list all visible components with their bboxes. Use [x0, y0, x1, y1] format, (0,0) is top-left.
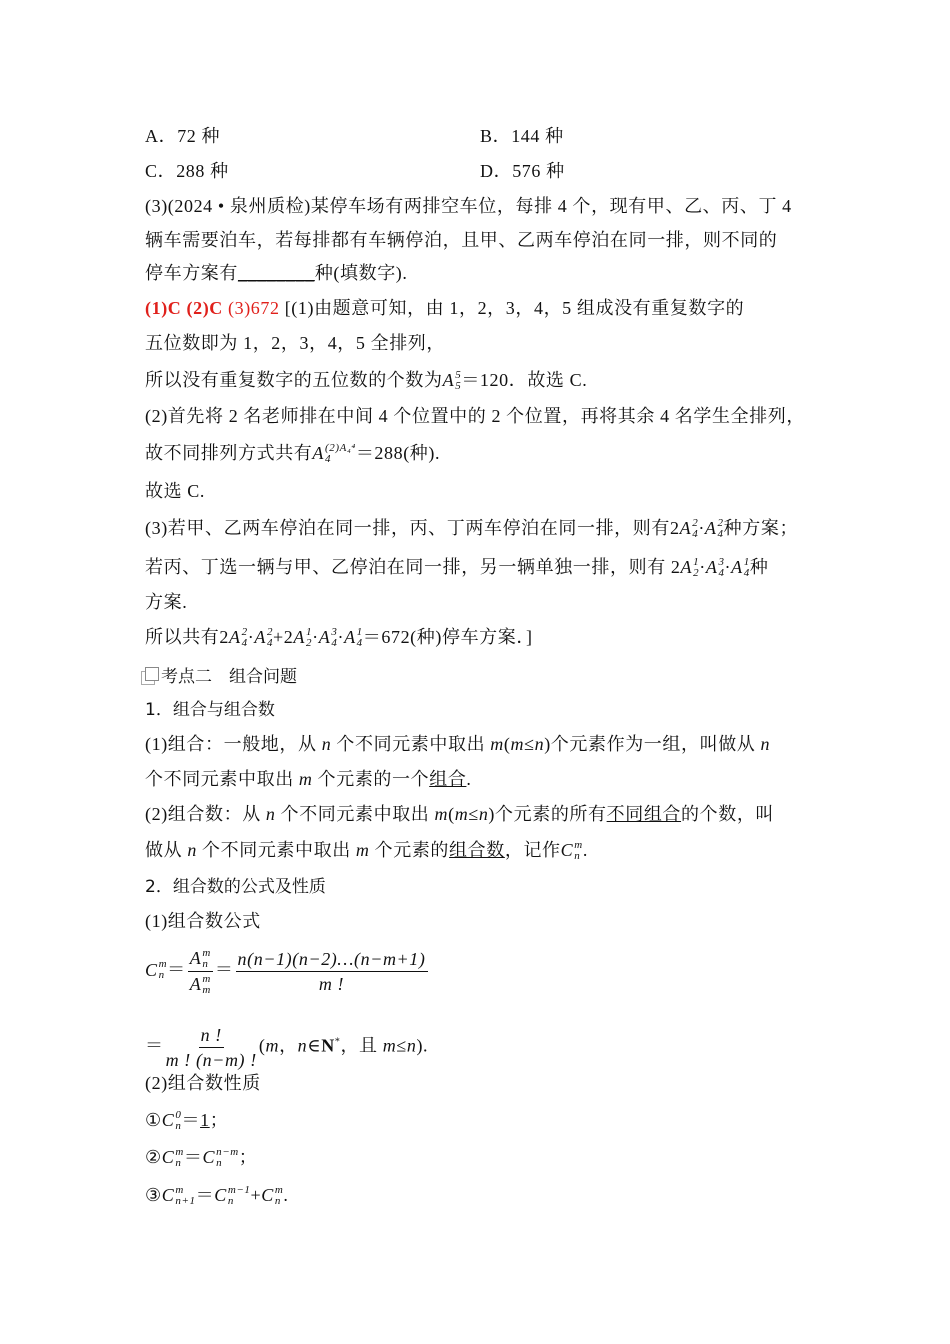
text-run: ( [503, 734, 511, 754]
text-run: 所以共有2 [145, 627, 229, 647]
text-run: 的个数，叫 [681, 804, 775, 824]
math-superscript: m [574, 838, 583, 851]
text-run: 故选 C. [145, 481, 206, 501]
math-base: A [293, 627, 306, 647]
text-run: +2 [273, 627, 294, 647]
math-subscript: n [216, 1156, 223, 1169]
math-variable: m [382, 1035, 397, 1056]
math-base: A [731, 557, 743, 577]
math-scripts [692, 518, 698, 540]
text-line [145, 555, 768, 580]
text-line [145, 228, 777, 252]
math-subscript: 4 [331, 636, 338, 649]
math-superscript: 2 [241, 625, 248, 638]
superscript: * [334, 1036, 341, 1048]
text-line [145, 404, 805, 428]
underlined-term: 1 [200, 1110, 210, 1130]
math-variable: m [298, 769, 313, 789]
math-subscript: 4 [718, 566, 725, 579]
math-subscript: 2 [693, 566, 700, 579]
text-run: 个不同元素中取出 [145, 769, 299, 789]
underlined-term: 不同组合 [606, 804, 682, 824]
text-run: 个元素的 [369, 840, 450, 860]
text-run: ③ [145, 1185, 162, 1205]
text-run: 种 [749, 557, 769, 577]
text-run: (1)组合数公式 [145, 911, 261, 931]
section-heading: 考点二 组合问题 [161, 667, 297, 687]
text-run: 个不同元素中取出 [331, 734, 491, 754]
text-run: ＝ [167, 959, 186, 980]
math-base: A [680, 557, 693, 577]
math-base: A [344, 627, 356, 647]
math-symbol [561, 838, 583, 863]
math-subscript: n [175, 1119, 182, 1132]
math-symbol [443, 368, 462, 393]
math-superscript: 1 [693, 555, 700, 568]
math-scripts [175, 1110, 181, 1132]
fraction-denominator [319, 972, 344, 996]
math-superscript: 3 [718, 555, 725, 568]
math-variable: m [490, 734, 504, 754]
math-base: A [705, 557, 718, 577]
text-run: ； [209, 1110, 229, 1130]
math-superscript: m [274, 1183, 284, 1196]
math-symbol [229, 625, 248, 650]
answer-label: (1)C [145, 298, 182, 318]
math-variable: n [321, 734, 332, 754]
fraction-numerator [236, 947, 428, 972]
text-run: . [582, 840, 588, 860]
text-run: ( [448, 804, 455, 824]
math-scripts [267, 627, 273, 649]
math-scripts [216, 1147, 239, 1169]
text-run: )个元素的所有 [488, 804, 607, 824]
text-run: (2)组合数：从 [145, 804, 266, 824]
math-subscript: 4 [241, 636, 248, 649]
fraction-denominator [166, 1048, 257, 1072]
math-superscript: m [175, 1183, 184, 1196]
math-base: A [318, 627, 331, 647]
math-scripts [175, 1185, 195, 1207]
text-run: · [698, 518, 705, 538]
text-line [145, 874, 326, 899]
math-symbol [680, 516, 699, 541]
text-run: ＝ [195, 1185, 215, 1205]
math-symbol [162, 1183, 196, 1208]
math-superscript: m [158, 958, 168, 971]
math-subscript: n+1 [175, 1194, 196, 1207]
math-scripts [357, 627, 363, 649]
math-subscript: 4 [266, 636, 274, 649]
math-variable: n [187, 840, 197, 860]
text-run: 个不同元素中取出 [196, 840, 356, 860]
option-c: C．288 种 [145, 161, 229, 181]
math-scripts [574, 840, 583, 862]
text-run: 辆车需要泊车，若每排都有车辆停泊，且甲、乙两车停泊在同一排，则不同的 [145, 230, 778, 250]
text-line [145, 1183, 289, 1208]
math-base: A [189, 948, 202, 968]
math-scripts [242, 627, 248, 649]
math-symbol [731, 555, 750, 580]
math-superscript: m [202, 946, 211, 959]
fraction [166, 1023, 257, 1072]
math-superscript: m−1 [227, 1183, 251, 1196]
text-run: 故不同排列方式共有 [145, 443, 313, 463]
text-line [145, 590, 187, 614]
math-base: C [161, 1147, 175, 1167]
math-subscript: n [227, 1194, 234, 1207]
text-line [145, 1071, 261, 1095]
text-run: 若丙、丁选一辆与甲、乙停泊在同一排，另一辆单独一排，则有 2 [145, 557, 681, 577]
math-symbol [162, 1108, 182, 1133]
text-run: 种方案； [723, 518, 799, 538]
text-line [145, 261, 408, 285]
text-run: ② [145, 1147, 162, 1167]
math-superscript: m [175, 1145, 184, 1158]
text-line [145, 1145, 257, 1170]
math-variable: m [265, 1035, 280, 1056]
math-variable: n ! [200, 1025, 222, 1045]
text-run: · [337, 627, 345, 647]
math-superscript: 2 [692, 516, 699, 529]
text-run: (2)组合数性质 [145, 1073, 261, 1093]
text-run: 个元素的一个 [312, 769, 430, 789]
math-scripts [331, 627, 337, 649]
text-line [145, 1023, 428, 1072]
math-base: C [261, 1185, 274, 1205]
math-subscript: 4 [325, 452, 332, 465]
math-subscript: n [158, 969, 165, 982]
text-run: )个元素作为一组，叫做从 [544, 734, 761, 754]
math-scripts [455, 370, 461, 392]
math-subscript: 4 [717, 527, 724, 540]
math-subscript: 5 [455, 379, 462, 392]
text-line [145, 194, 792, 218]
math-base: A [229, 627, 241, 647]
math-subscript: n [274, 1194, 281, 1207]
fraction-numerator [188, 946, 213, 972]
math-superscript: 2 [717, 516, 724, 529]
math-base: C [202, 1147, 216, 1167]
text-run: ，且 [340, 1035, 383, 1056]
math-subscript: 2 [306, 636, 313, 649]
math-superscript: 5 [455, 368, 462, 381]
math-superscript: 0 [175, 1108, 182, 1121]
option-d: D．576 种 [480, 161, 565, 181]
math-symbol [706, 555, 725, 580]
math-superscript: m [202, 972, 211, 985]
math-base: A [704, 518, 717, 538]
math-scripts [744, 557, 750, 579]
text-line [145, 1108, 228, 1133]
text-run: (3)(2024 • 泉州质检)某停车场有两排空车位，每排 4 个，现有甲、乙、丙、丁 4 [145, 196, 792, 216]
math-base: A [679, 518, 692, 538]
math-scripts [325, 443, 356, 465]
math-superscript: 1 [356, 625, 363, 638]
text-run: (3)若甲、乙两车停泊在同一排，丙、丁两车停泊在同一排，则有2 [145, 518, 680, 538]
text-run: 停车方案有 [145, 263, 238, 283]
math-subscript: 4 [743, 566, 750, 579]
math-variable: m [510, 734, 525, 754]
text-run: · [699, 557, 706, 577]
text-run: ＝288(种). [355, 443, 441, 463]
fraction [236, 947, 428, 996]
text-run: 所以没有重复数字的五位数的个数为 [145, 370, 443, 390]
text-run: ＝120．故选 C. [461, 370, 588, 390]
underlined-term: 组合数 [449, 840, 505, 860]
text-line [145, 802, 774, 826]
math-symbol [344, 625, 363, 650]
text-line [145, 946, 430, 997]
math-scripts [306, 627, 312, 649]
text-run: + [250, 1185, 262, 1205]
text-line [145, 732, 770, 756]
math-subscript: 4 [356, 636, 363, 649]
text-run: · [247, 627, 255, 647]
text-run: . [283, 1185, 289, 1205]
text-line [145, 767, 472, 791]
text-line [145, 368, 587, 393]
text-run: [(1)由题意可知，由 1，2，3，4，5 组成没有重复数字的 [279, 298, 745, 318]
math-variable: n [406, 1035, 417, 1056]
math-symbol [705, 516, 724, 541]
math-scripts [718, 518, 724, 540]
text-line [145, 479, 205, 503]
math-base: A [312, 443, 325, 463]
math-scripts [228, 1185, 251, 1207]
math-symbol [203, 1145, 239, 1170]
text-line [145, 516, 798, 541]
math-superscript: (2)A₄⁴ [325, 441, 356, 454]
math-subscript: n [175, 1156, 182, 1169]
text-run: ， [279, 1035, 298, 1056]
text-line [145, 909, 261, 933]
math-base: C [161, 1185, 175, 1205]
text-line [145, 697, 275, 722]
text-run: ≤ [524, 734, 535, 754]
math-subscript: 4 [692, 527, 699, 540]
text-line [145, 838, 588, 863]
math-variable: m ! [318, 973, 345, 994]
math-symbol [681, 555, 700, 580]
text-run: · [312, 627, 319, 647]
math-variable: n [478, 804, 489, 824]
underlined-term: 组合 [429, 769, 467, 789]
math-variable: m [454, 804, 469, 824]
math-symbol [145, 958, 167, 983]
math-variable: m [434, 804, 449, 824]
text-run: ＝ [183, 1147, 203, 1167]
math-base: A [254, 627, 266, 647]
math-base: C [214, 1185, 227, 1205]
text-run: ≤ [468, 804, 479, 824]
text-run: 五位数即为 1，2，3，4，5 全排列， [145, 333, 445, 353]
text-run: (2)首先将 2 名老师排在中间 4 个位置中的 2 个位置，再将其余 4 名学生全排列， [145, 406, 805, 426]
math-scripts [202, 948, 211, 970]
fraction-numerator [199, 1023, 224, 1048]
math-variable: n(n−1)(n−2)…(n−m+1) [237, 948, 426, 969]
math-scripts [718, 557, 724, 579]
text-run: ＝ [214, 959, 234, 980]
math-scripts [175, 1147, 184, 1169]
math-scripts [202, 974, 211, 996]
math-variable: n [760, 734, 771, 754]
math-symbol [293, 625, 312, 650]
answer-label: (3)672 [228, 298, 280, 318]
text-run: (1)组合：一般地，从 [145, 734, 322, 754]
section-heading: 1．组合与组合数 [145, 700, 275, 720]
math-variable: m [355, 840, 370, 860]
math-base: C [161, 1110, 175, 1130]
fraction [188, 946, 213, 997]
math-variable: m ! (n−m) ! [165, 1050, 257, 1070]
text-run: ). [416, 1035, 429, 1056]
text-run: ＝ [181, 1110, 201, 1130]
math-scripts [159, 959, 168, 981]
text-run: · [724, 557, 732, 577]
text-run: ＝672(种)停车方案．] [362, 627, 533, 647]
answer-label: (2)C [186, 298, 223, 318]
text-run: 做从 [145, 840, 188, 860]
section-heading: 2．组合数的公式及性质 [145, 877, 326, 897]
math-subscript: m [202, 983, 211, 996]
text-run: ∈ [307, 1035, 322, 1056]
math-base: A [189, 973, 202, 994]
text-run: . [466, 769, 472, 789]
math-variable: n [534, 734, 545, 754]
math-symbol [254, 625, 273, 650]
math-scripts [275, 1185, 284, 1207]
math-variable: n [265, 804, 276, 824]
math-symbol [319, 625, 338, 650]
math-superscript: 1 [306, 625, 313, 638]
math-scripts [693, 557, 699, 579]
fraction-denominator [190, 972, 211, 997]
math-symbol [312, 441, 355, 466]
text-run: ，记作 [504, 840, 561, 860]
section-marker-icon [145, 667, 159, 681]
text-run: ① [145, 1110, 162, 1130]
text-line [145, 296, 744, 320]
math-base: C [560, 840, 574, 860]
option-a: A．72 种 [145, 126, 221, 146]
math-subscript: n [202, 957, 209, 970]
math-superscript: 1 [743, 555, 750, 568]
underlined-term: ________ [238, 263, 315, 283]
option-b: B．144 种 [480, 126, 564, 146]
text-run: 个不同元素中取出 [275, 804, 435, 824]
math-superscript: 3 [331, 625, 338, 638]
math-symbol [162, 1145, 184, 1170]
text-line [145, 331, 445, 355]
math-superscript: 2 [266, 625, 274, 638]
text-line [145, 441, 440, 466]
text-run: ≤ [396, 1035, 407, 1056]
text-line [145, 664, 297, 689]
text-run: 方案. [145, 592, 188, 612]
math-set-symbol: N [321, 1035, 335, 1056]
text-run: 种(填数字). [314, 263, 408, 283]
text-run: ＝ [145, 1035, 164, 1056]
text-line [145, 625, 533, 650]
math-subscript: n [574, 849, 581, 862]
math-variable: n [297, 1035, 308, 1056]
text-run: ； [238, 1147, 258, 1167]
text-run: ( [258, 1035, 266, 1056]
math-base: A [442, 370, 455, 390]
math-symbol [214, 1183, 250, 1208]
math-symbol [190, 946, 211, 971]
math-symbol [261, 1183, 283, 1208]
math-base: C [145, 959, 158, 980]
math-symbol [190, 972, 211, 997]
math-superscript: n−m [216, 1145, 239, 1158]
